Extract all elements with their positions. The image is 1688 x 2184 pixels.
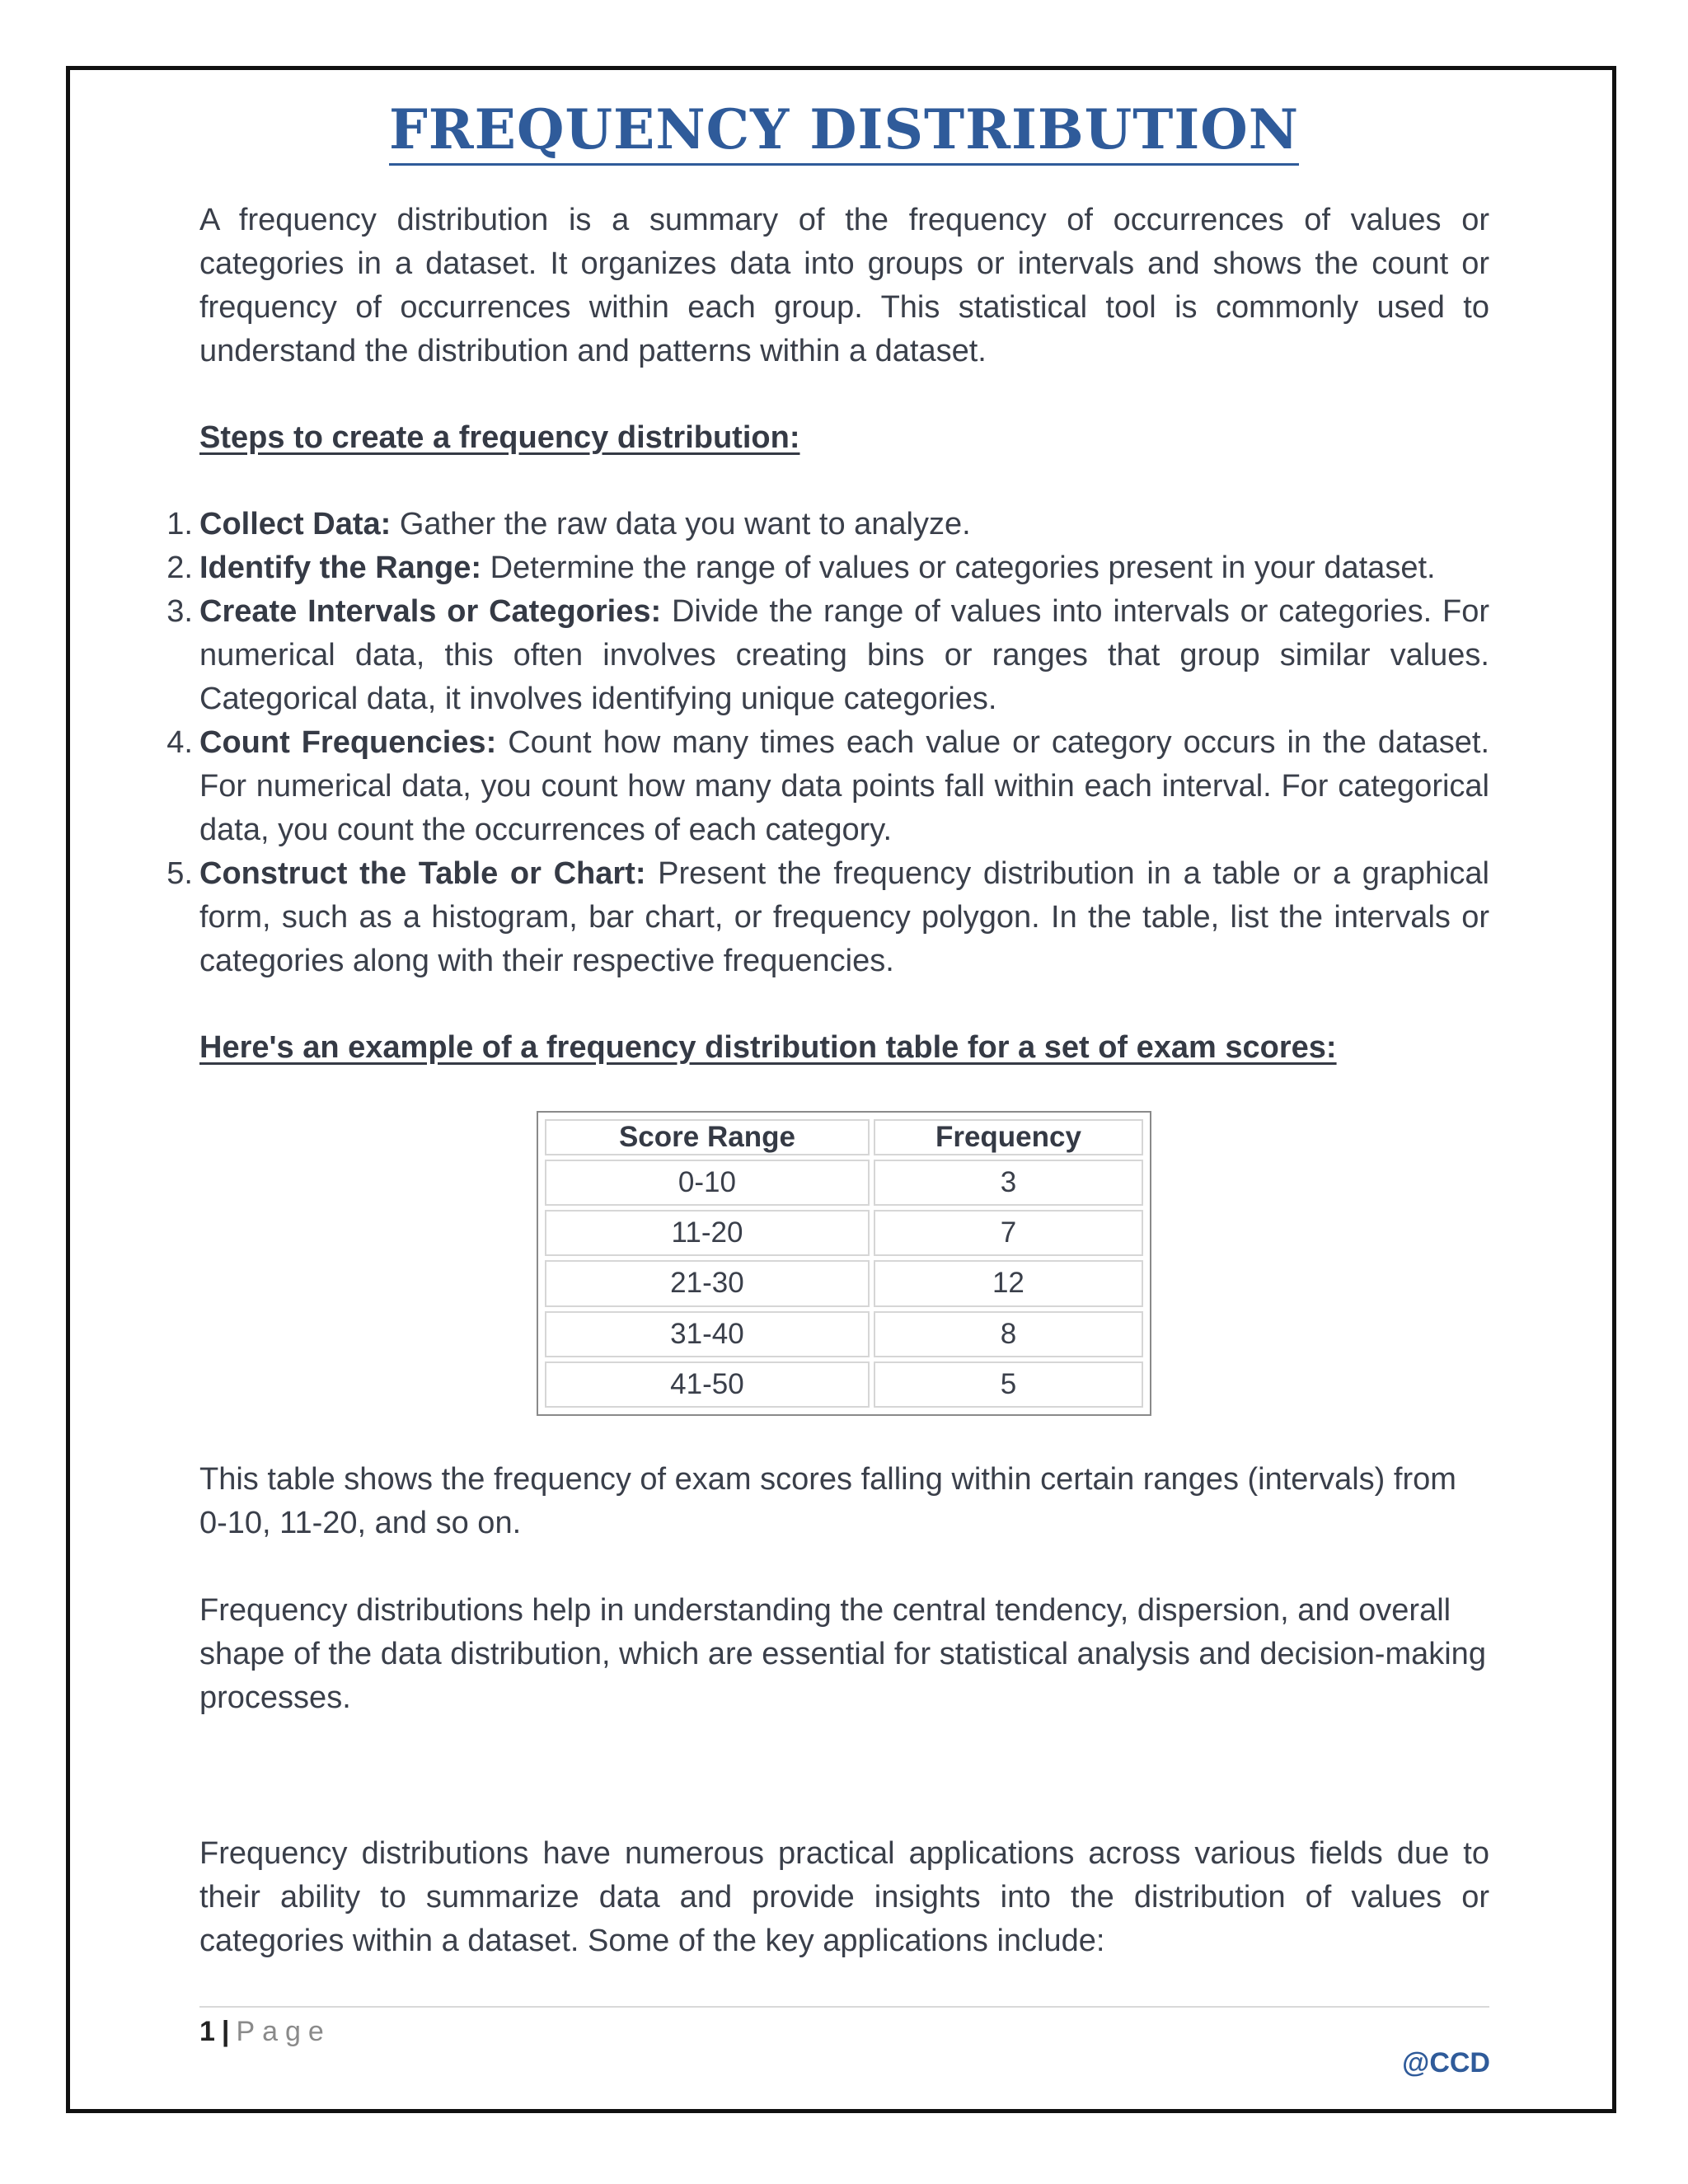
step-text: Present the frequency distribution in a table or a graphical form, such as a histogram, bar chart, or frequency polygon. In the table, list the intervals or categories along with their respective frequencies. [199,856,1489,978]
step-text: Determine the range of values or categories present in your dataset. [481,551,1436,585]
frequency-table [541,1115,1147,1412]
page-number-value: 1 [199,2016,215,2047]
table-header-row [545,1119,1143,1155]
example-heading: Here's an example of a frequency distribution table for a set of exam scores: [199,1030,1337,1065]
header-frequency: Frequency [874,1119,1143,1155]
step-term: Create Intervals or Categories: [199,594,662,629]
intro-paragraph: A frequency distribution is a summary of the frequency of occurrences of values or categories in a dataset. It organizes data into groups or intervals and shows the count or frequency of occurrences within each group. This statistical tool is commonly used to understand the distribution and patterns within a dataset. [199,203,1489,368]
step-number: 2. [166,551,193,585]
applications-paragraph: Frequency distributions have numerous practical applications across various fields due to their ability to summarize data and provide insights into the distribution of values or categories within a dataset. Some of the key applications include: [199,1836,1489,1958]
step-term: Count Frequencies: [199,725,497,760]
header-score-range: Score Range [545,1119,870,1155]
table-note-paragraph: This table shows the frequency of exam scores falling within certain ranges (intervals) from 0-10, 11-20, and so on. [199,1462,1456,1540]
step-text: Divide the range of values into intervals or categories. For numerical data, this often involves creating bins or ranges that group similar values. Categorical data, it involves identifying unique categories. [199,594,1490,716]
step-number: 4. [166,725,193,760]
step-text: Count how many times each value or category occurs in the dataset. For numerical data, you count how many data points fall within each interval. For categorical data, you count the occurrences of each category. [199,725,1490,847]
steps-heading: Steps to create a frequency distribution: [199,420,800,455]
brand-mark: @CCD [1402,2047,1490,2079]
step-number: 1. [166,507,193,541]
cell-frequency: 3 [874,1160,1143,1206]
cell-score-range: 41-50 [545,1361,870,1408]
summary-paragraph: Frequency distributions help in understanding the central tendency, dispersion, and overall shape of the data distribution, which are essential for statistical analysis and decision-making processes. [199,1593,1486,1715]
page-number [199,2013,331,2050]
steps-list-container [166,503,1490,983]
step-number: 3. [166,594,193,629]
list-item [166,590,1490,721]
steps-list [166,503,1490,983]
table-row [545,1361,1143,1408]
cell-score-range: 21-30 [545,1260,870,1306]
frequency-table-frame [537,1111,1151,1416]
step-term: Collect Data: [199,507,392,541]
table-row [545,1311,1143,1357]
cell-score-range: 31-40 [545,1311,870,1357]
step-text: Gather the raw data you want to analyze. [391,507,971,541]
cell-frequency: 5 [874,1361,1143,1408]
page-label: Page [236,2016,331,2047]
table-row [545,1260,1143,1306]
cell-frequency: 12 [874,1260,1143,1306]
page-number-separator: | [221,2016,230,2047]
list-item [166,503,1489,546]
step-number: 5. [166,856,193,891]
page-title-text: FREQUENCY DISTRIBUTION [389,97,1299,166]
cell-frequency: 7 [874,1210,1143,1256]
table-row [545,1160,1143,1206]
step-term: Identify the Range: [199,551,482,585]
cell-score-range: 0-10 [545,1160,870,1206]
list-item [166,721,1490,852]
list-item [166,852,1489,983]
step-term: Construct the Table or Chart: [199,856,646,891]
cell-frequency: 8 [874,1311,1143,1357]
page-title [0,97,1688,162]
cell-score-range: 11-20 [545,1210,870,1256]
footer-divider [199,2006,1489,2008]
table-row [545,1210,1143,1256]
list-item [166,546,1489,590]
